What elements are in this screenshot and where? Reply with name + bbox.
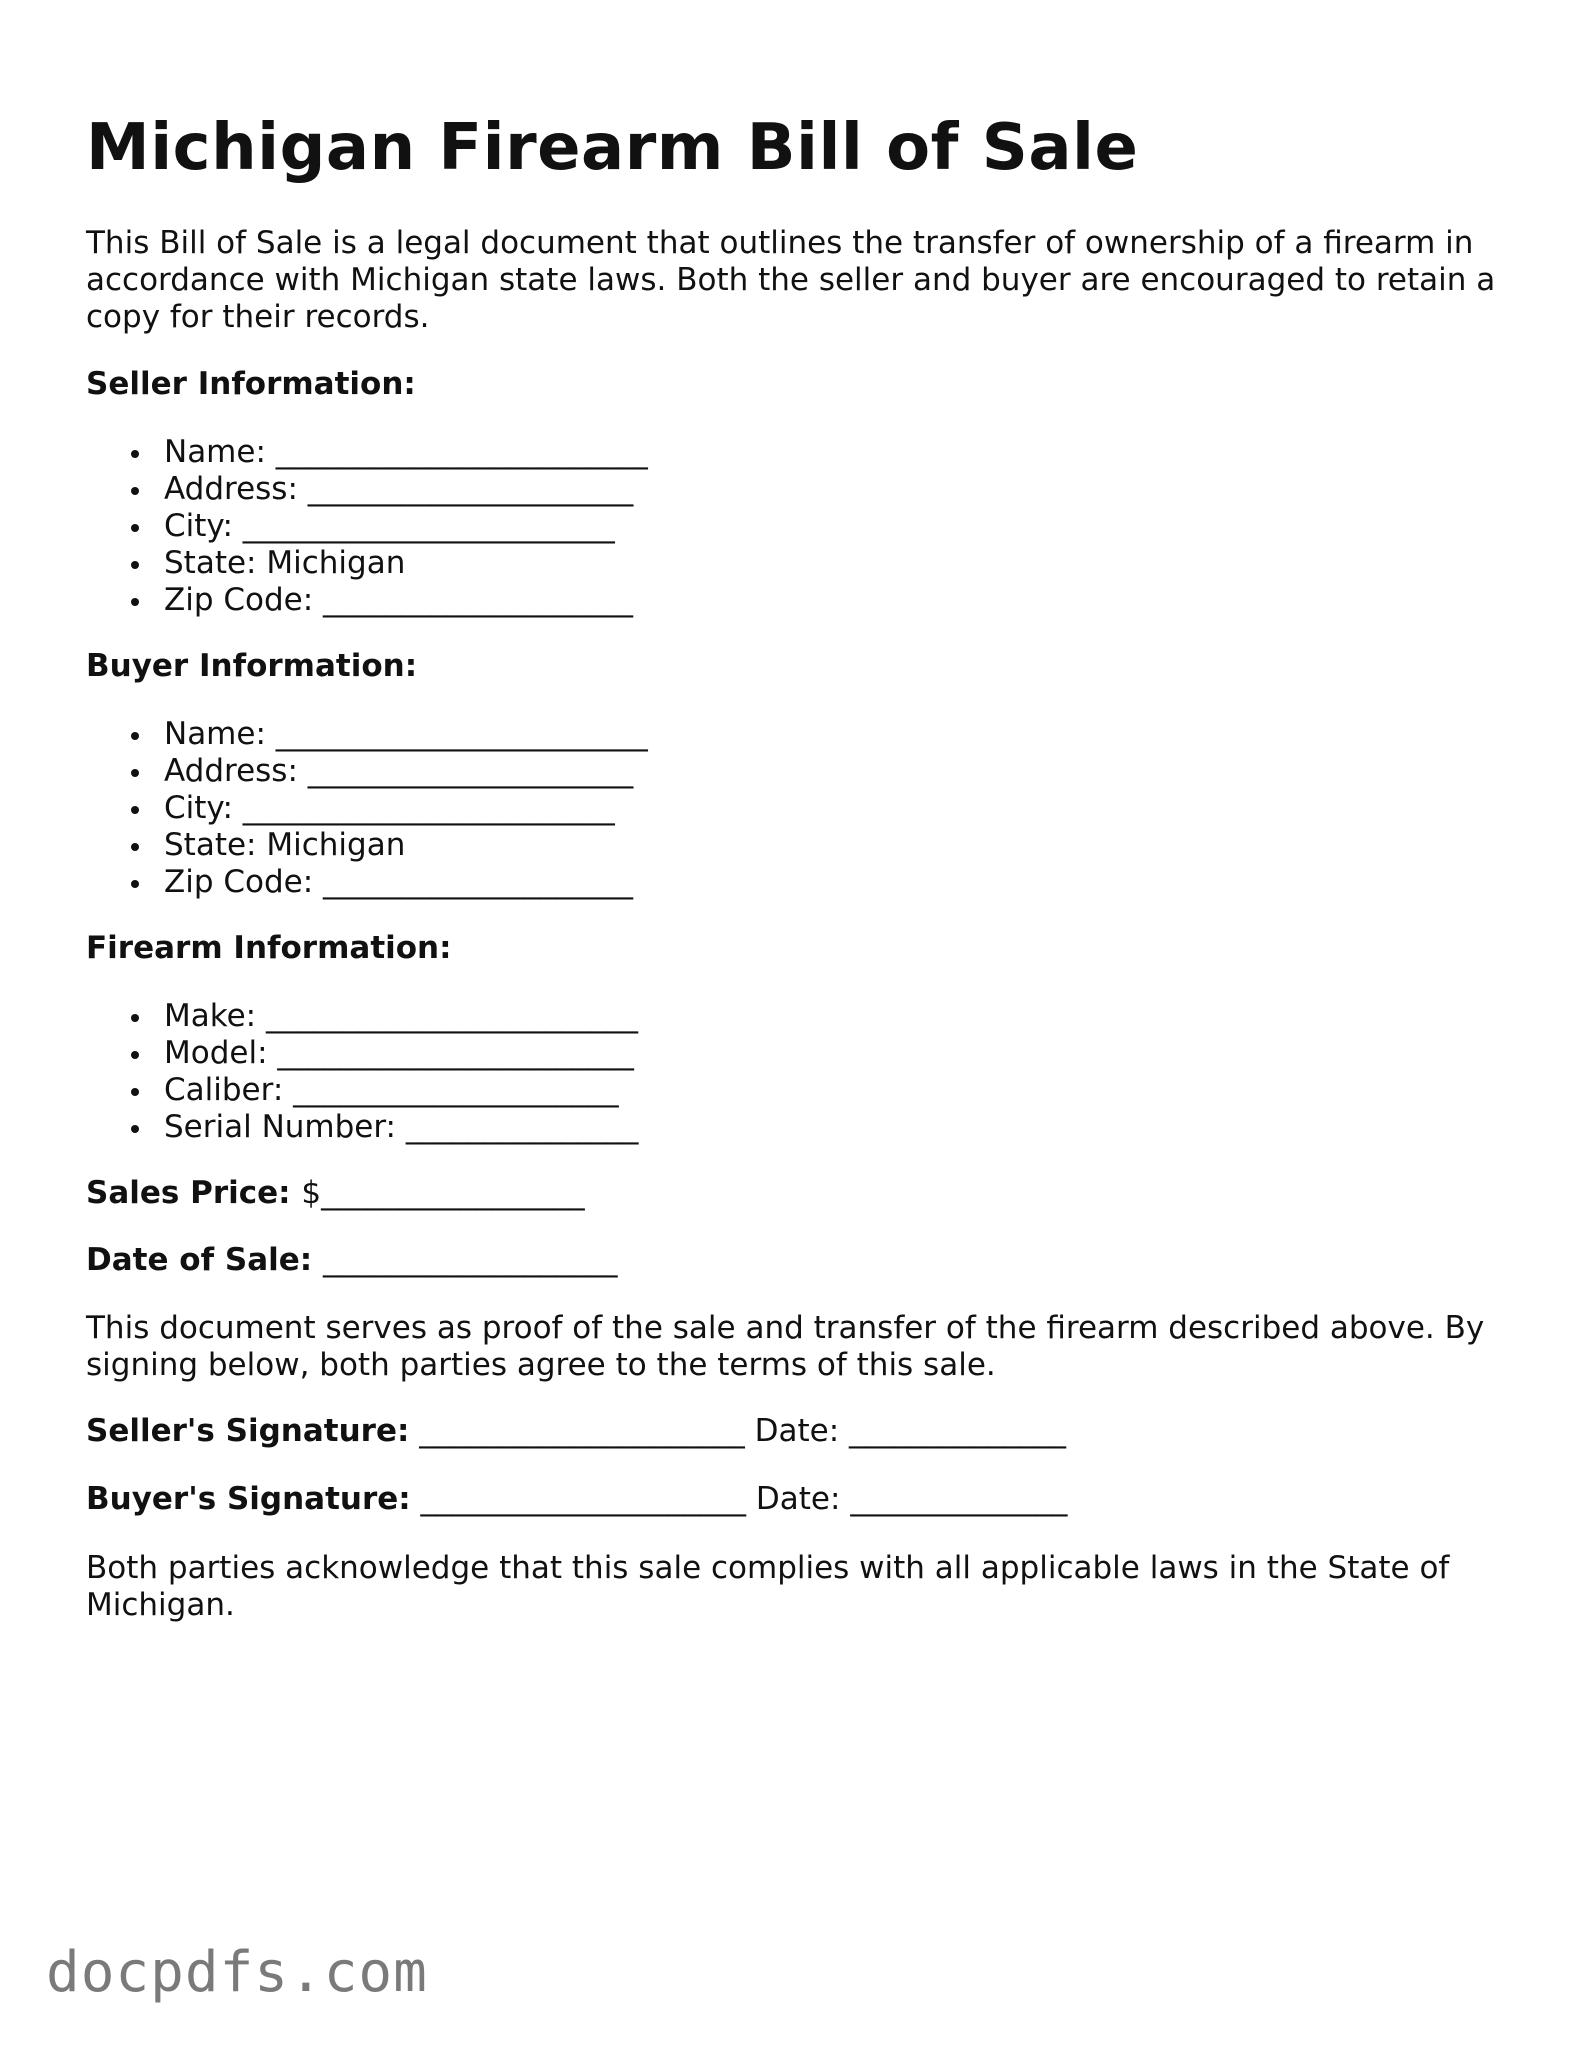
- sales-price-row: [86, 1175, 585, 1212]
- firearm-make-field: Make: ________________________: [86, 998, 638, 1035]
- firearm-fields-list: [86, 998, 638, 1146]
- buyer-address-field: Address: _____________________: [86, 753, 648, 790]
- buyer-date-line: ______________: [850, 1481, 1068, 1517]
- watermark-text: docpdfs.com: [46, 1940, 428, 2005]
- seller-signature-label: Seller's Signature:: [86, 1413, 410, 1449]
- sales-price-value: $_________________: [301, 1175, 585, 1211]
- seller-date-line: ______________: [849, 1413, 1067, 1449]
- buyer-name-field: Name: ________________________: [86, 716, 648, 753]
- seller-city-field: City: ________________________: [86, 508, 648, 545]
- proof-paragraph: This document serves as proof of the sale and transfer of the firearm described above. By signing below, both parties agree to the terms of this sale.: [86, 1310, 1485, 1383]
- buyer-signature-label: Buyer's Signature:: [86, 1481, 411, 1517]
- seller-signature-line: _____________________: [419, 1413, 745, 1449]
- seller-signature-row: [86, 1413, 1066, 1450]
- buyer-signature-line: _____________________: [420, 1481, 747, 1517]
- intro-paragraph: This Bill of Sale is a legal document that outlines the transfer of ownership of a firearm in accordance with Michigan state laws. Both the seller and buyer are encouraged to retain a copy for their records.: [86, 225, 1496, 335]
- firearm-model-field: Model: _______________________: [86, 1035, 638, 1072]
- buyer-date-label: Date:: [755, 1481, 841, 1517]
- closing-paragraph: Both parties acknowledge that this sale complies with all applicable laws in the State of Michigan.: [86, 1550, 1450, 1623]
- date-of-sale-value: ___________________: [322, 1242, 618, 1278]
- firearm-caliber-field: Caliber: _____________________: [86, 1072, 638, 1109]
- seller-fields-list: [86, 434, 648, 619]
- seller-heading: Seller Information:: [86, 366, 416, 402]
- buyer-zip-field: Zip Code: ____________________: [86, 864, 648, 901]
- buyer-fields-list: [86, 716, 648, 901]
- date-of-sale-row: [86, 1242, 617, 1279]
- buyer-city-field: City: ________________________: [86, 790, 648, 827]
- firearm-serial-field: Serial Number: _______________: [86, 1109, 638, 1146]
- seller-name-field: Name: ________________________: [86, 434, 648, 471]
- firearm-heading: Firearm Information:: [86, 930, 452, 966]
- seller-address-field: Address: _____________________: [86, 471, 648, 508]
- date-of-sale-label: Date of Sale:: [86, 1242, 313, 1278]
- seller-date-label: Date:: [754, 1413, 840, 1449]
- buyer-signature-row: [86, 1481, 1067, 1518]
- page-title: Michigan Firearm Bill of Sale: [86, 111, 1139, 185]
- seller-state-field: State: Michigan: [86, 545, 648, 582]
- sales-price-label: Sales Price:: [86, 1175, 291, 1211]
- seller-zip-field: Zip Code: ____________________: [86, 582, 648, 619]
- buyer-state-field: State: Michigan: [86, 827, 648, 864]
- buyer-heading: Buyer Information:: [86, 648, 418, 684]
